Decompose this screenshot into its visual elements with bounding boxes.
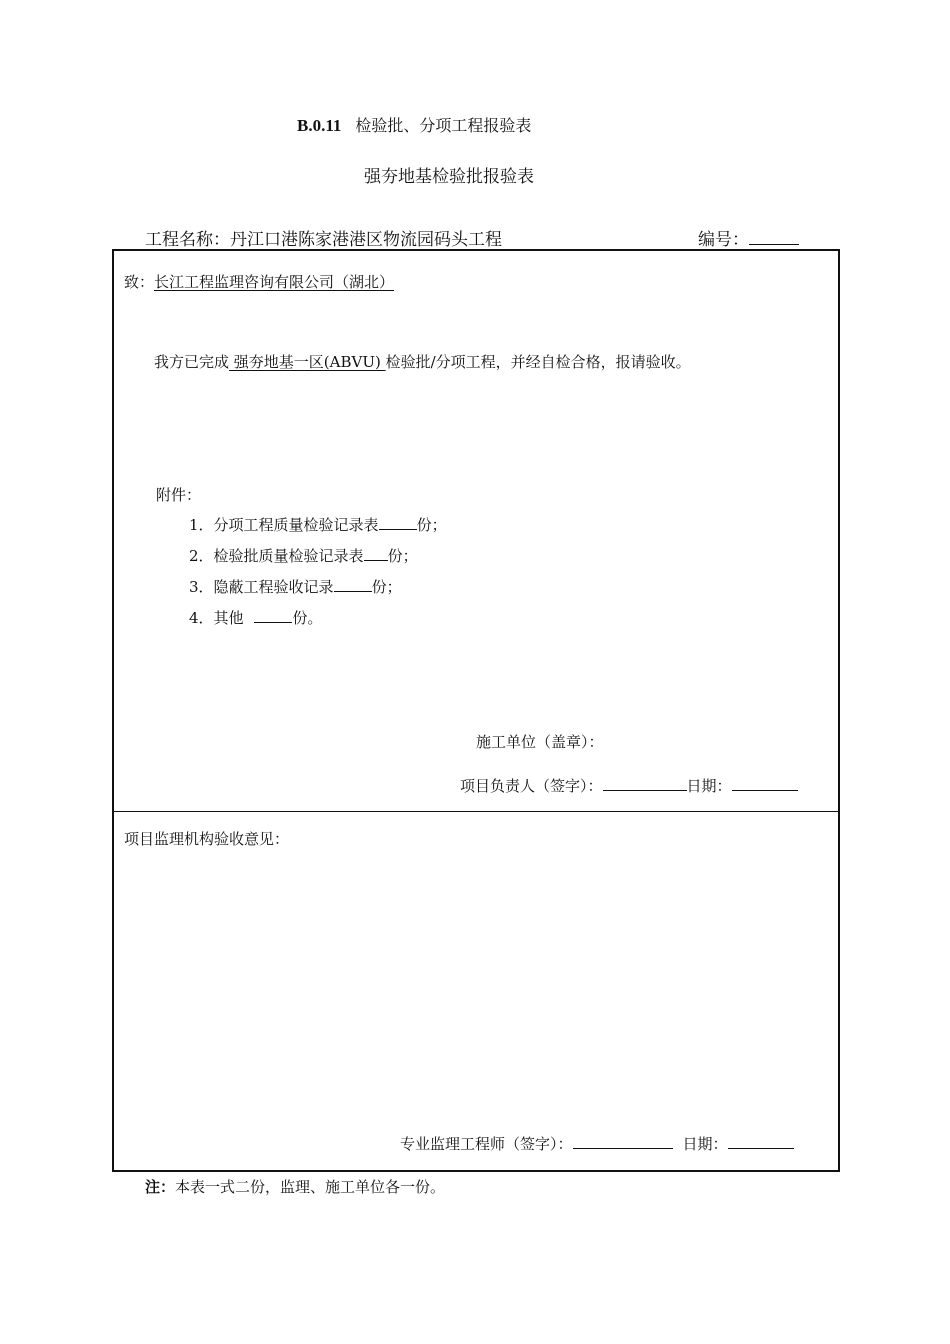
form-number-label: 编号： (698, 230, 749, 250)
statement-row (154, 351, 691, 372)
statement-prefix: 我方已完成 (154, 353, 230, 371)
supervision-date-field[interactable] (728, 1134, 794, 1149)
contractor-seal-label: 施工单位（盖章）： (476, 733, 604, 751)
attachment-count-field[interactable] (379, 515, 417, 530)
attachment-text: 检验批质量检验记录表 (213, 547, 364, 565)
form-number-field[interactable] (749, 230, 799, 245)
supervision-date-label: 日期： (682, 1135, 728, 1153)
addressee-label: 致： (124, 273, 155, 291)
statement-suffix: 检验批/分项工程，并经自检合格，报请验收。 (385, 353, 691, 371)
attachment-count-field[interactable] (364, 546, 388, 561)
form-number-row (698, 225, 799, 250)
attachment-text: 其他 (213, 609, 249, 627)
attachment-text: 隐蔽工程验收记录 (213, 578, 334, 596)
section-divider (114, 811, 838, 812)
addressee-org: 长江工程监理咨询有限公司（湖北） (154, 273, 395, 291)
attachment-item: 4．其他 份。 (189, 609, 323, 627)
attachment-count-field[interactable] (334, 577, 372, 592)
attachment-item: 3．隐蔽工程验收记录 份； (189, 578, 402, 596)
project-manager-signature-field[interactable] (603, 776, 687, 791)
note-text: 本表一式二份，监理、施工单位各一份。 (175, 1178, 446, 1196)
attachment-item: 2．检验批质量检验记录表 份； (189, 547, 418, 565)
contractor-date-field[interactable] (732, 776, 798, 791)
form-title-text: 检验批、分项工程报验表 (355, 116, 532, 135)
statement-item: 强夯地基一区(ABVU) (229, 353, 386, 371)
form-code: B.0.11 (297, 116, 342, 135)
attachment-text: 分项工程质量检验记录表 (213, 516, 379, 534)
form-subtitle: 强夯地基检验批报验表 (364, 167, 534, 187)
supervising-engineer-signature-field[interactable] (573, 1134, 673, 1149)
attachments-label: 附件： (156, 486, 202, 504)
contractor-date-label: 日期： (686, 777, 732, 795)
project-name-label: 工程名称： (145, 230, 230, 250)
supervising-engineer-row (400, 1133, 794, 1154)
supervision-opinion-label: 项目监理机构验收意见： (124, 830, 290, 848)
form-title (297, 113, 531, 136)
project-manager-label: 项目负责人（签字）： (460, 777, 603, 795)
footer-note (145, 1176, 445, 1197)
report-form (112, 249, 840, 1172)
project-name-row (145, 225, 502, 250)
supervising-engineer-label: 专业监理工程师（签字）： (400, 1135, 573, 1153)
addressee-row (124, 271, 394, 292)
project-manager-row (460, 775, 798, 796)
attachment-count-field[interactable] (254, 608, 292, 623)
note-label: 注： (145, 1178, 176, 1196)
project-name-value: 丹江口港陈家港港区物流园码头工程 (230, 230, 502, 250)
attachment-item: 1．分项工程质量检验记录表 份； (189, 516, 447, 534)
